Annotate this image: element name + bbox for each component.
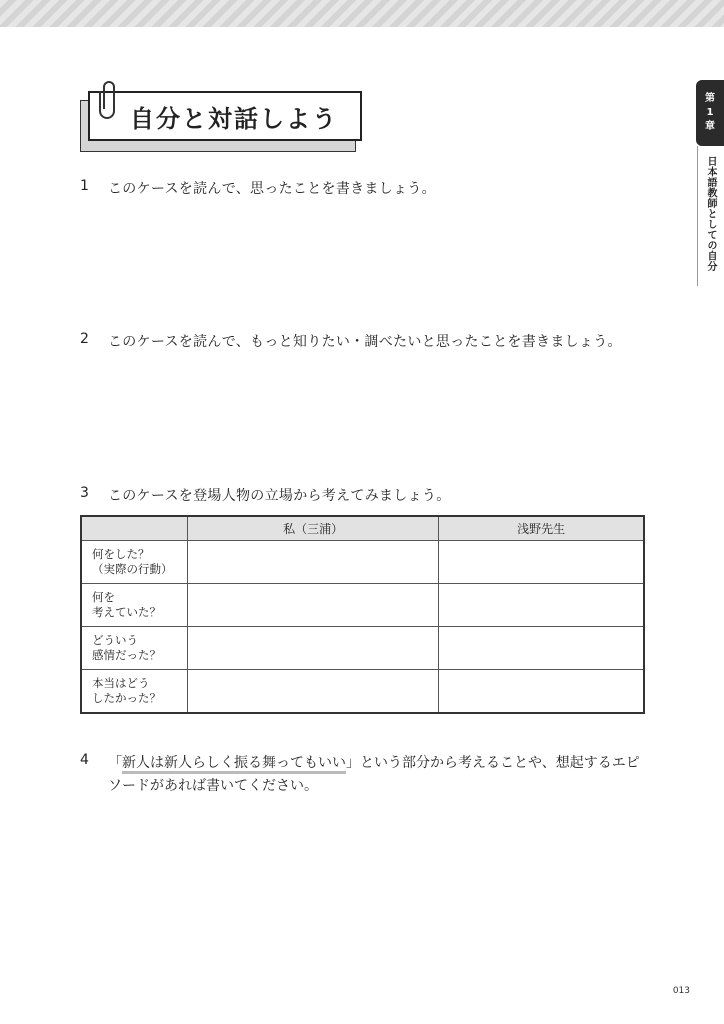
perspective-table	[80, 515, 645, 714]
quoted-phrase: 新人は新人らしく振る舞ってもいい	[122, 755, 346, 774]
answer-cell[interactable]	[188, 627, 439, 670]
answer-cell[interactable]	[188, 541, 439, 584]
row-label	[81, 584, 188, 627]
chapter-side-title: 日本語教師としての自分	[705, 156, 716, 272]
row-label	[81, 627, 188, 670]
question-text: このケースを読んで、もっと知りたい・調べたいと思ったことを書きましょう。	[108, 334, 622, 350]
table-row	[81, 670, 644, 714]
question-2	[80, 331, 622, 351]
table-row	[81, 627, 644, 670]
question-number: 2	[80, 331, 89, 347]
question-text: このケースを登場人物の立場から考えてみましょう。	[108, 488, 451, 504]
question-number: 1	[80, 178, 89, 194]
answer-cell[interactable]	[188, 584, 439, 627]
row-label-line: 何を	[92, 590, 115, 604]
title-box	[88, 91, 362, 141]
row-label-line: したかった？	[92, 691, 161, 705]
row-label-line: どういう	[92, 633, 138, 647]
chapter-tab	[696, 80, 724, 146]
answer-cell[interactable]	[439, 670, 644, 714]
chapter-tab-char: 第	[705, 93, 715, 104]
top-decorative-band	[0, 0, 724, 27]
side-divider	[697, 146, 698, 286]
row-label	[81, 670, 188, 714]
table-corner-cell	[81, 516, 188, 541]
question-number: 3	[80, 485, 89, 501]
question-text: このケースを読んで、思ったことを書きましょう。	[108, 181, 436, 197]
question-4	[80, 752, 648, 798]
table-row	[81, 584, 644, 627]
answer-cell[interactable]	[439, 627, 644, 670]
chapter-tab-char: 章	[705, 121, 715, 132]
row-label-line: 何をした？	[92, 547, 150, 561]
question-3	[80, 485, 451, 505]
table-row	[81, 541, 644, 584]
row-label-line: 考えていた？	[92, 605, 161, 619]
column-header-miura: 私（三浦）	[188, 516, 439, 541]
question-text	[108, 752, 648, 798]
question-number: 4	[80, 752, 89, 768]
question-text-rest: 」という部分から考えることや、想起するエピソードがあれば書いてください。	[108, 755, 640, 794]
quote-open: 「	[108, 755, 122, 771]
row-label-line: 感情だった？	[92, 648, 161, 662]
page-title: 自分と対話しよう	[130, 104, 338, 133]
answer-cell[interactable]	[188, 670, 439, 714]
row-label-line: （実際の行動）	[92, 562, 173, 576]
page-number: 013	[672, 986, 690, 996]
chapter-tab-number: 1	[706, 107, 714, 118]
row-label	[81, 541, 188, 584]
column-header-asano: 浅野先生	[439, 516, 644, 541]
row-label-line: 本当はどう	[92, 676, 150, 690]
paperclip-icon	[96, 79, 120, 121]
answer-cell[interactable]	[439, 584, 644, 627]
answer-cell[interactable]	[439, 541, 644, 584]
question-1	[80, 178, 436, 198]
table-header-row	[81, 516, 644, 541]
